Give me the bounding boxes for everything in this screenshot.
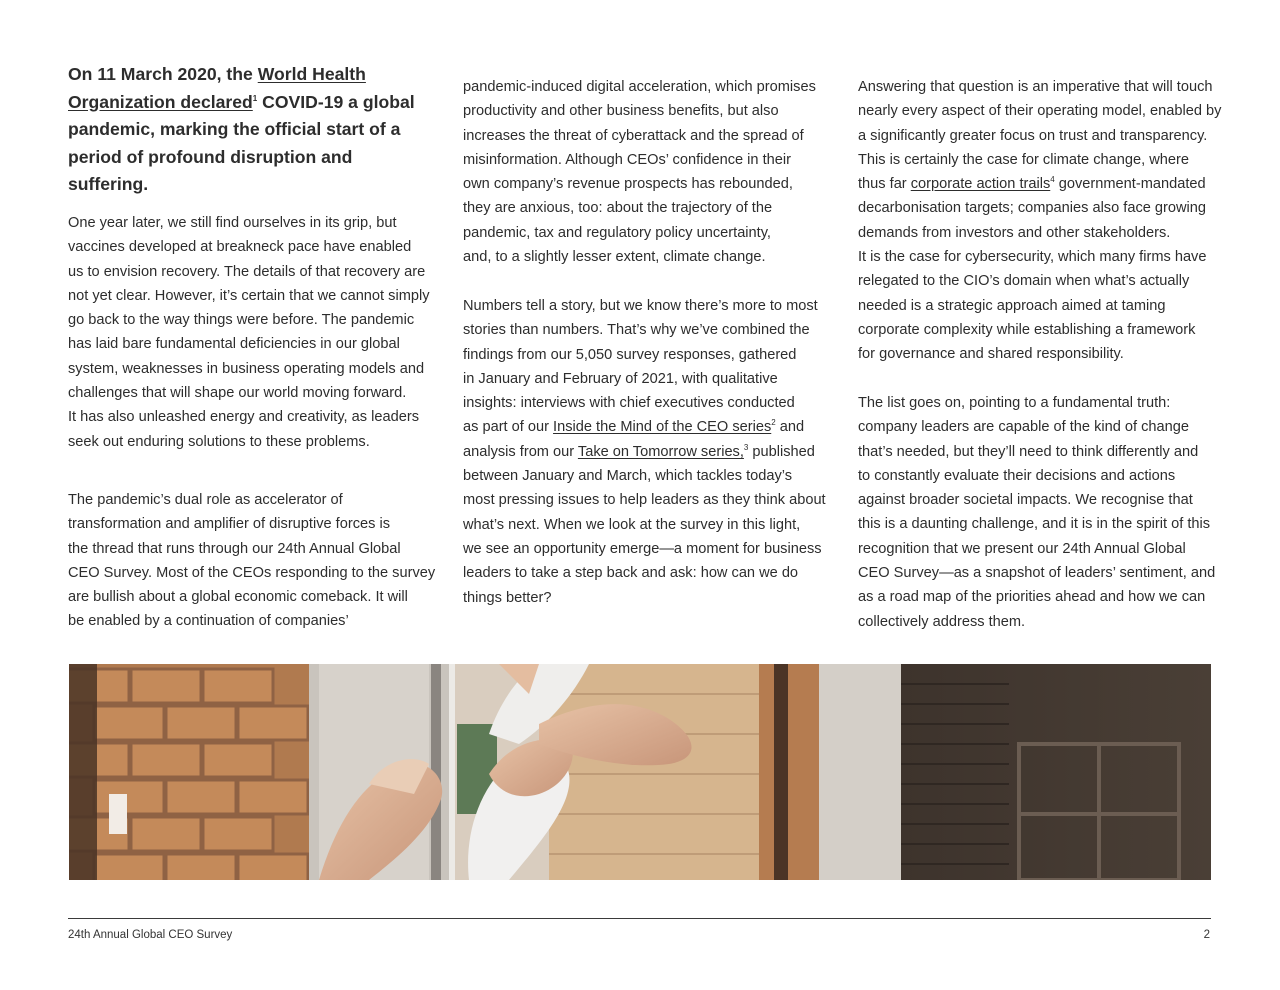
col3-p1-text-a: Answering that question is an imperative that will touch nearly every aspect of their operating model, enabled by a significantly greater focus on trust and transparency. This is certainly the case for climate change, where thus far: [858, 79, 1222, 193]
col1-paragraph-2: The pandemic’s dual role as accelerator of transformation and amplifier of disruptive forces is the thread that runs through our 24th Annual Global CEO Survey. Most of the CEOs responding to the survey are bullish about a global economic comeback. It will be enabled by a continuation of companies’: [68, 492, 436, 630]
footer-title: 24th Annual Global CEO Survey: [68, 929, 233, 941]
footnote-ref-2: 2: [771, 418, 776, 428]
col2-paragraph-1: pandemic-induced digital acceleration, which promises productivity and other business benefits, but also increases the threat of cyberattack and the spread of misinformation. Although CEOs’ confidence in their own company’s revenue prospects has rebounded, they are anxious, too: about the trajectory of the pandemic, tax and regulatory policy uncertainty, and, to a slightly lesser extent, climate change.: [463, 79, 816, 266]
col2-p2-text-b: and analysis from our: [463, 419, 805, 460]
page-number: 2: [1203, 929, 1210, 941]
footnote-ref-4: 4: [1050, 175, 1055, 185]
col2-p2-text-c: published between January and March, which tackles today’s most pressing issues to help leaders as they think about what’s next. When we look at the survey in this light, we see an opportunity emerge—a moment for business leaders to take a step back and ask: how can we do things better?: [463, 443, 826, 606]
col2-p2-text-a: Numbers tell a story, but we know there’s more to most stories than numbers. That’s why we’ve combined the findings from our 5,050 survey responses, gathered in January and February of 2021, with qualitative insights: interviews with chief executives conducted as part of our: [463, 298, 818, 436]
col1-paragraph-1: One year later, we still find ourselves in its grip, but vaccines developed at breakneck pace have enabled us to envision recovery. The details of that recovery are not yet clear. However, it’s certain that we cannot simply go back to the way things were before. The pandemic has laid bare fundamental deficiencies in our global system, weaknesses in business operating models and challenges that will shape our world moving forward. It has also unleashed energy and creativity, as leaders seek out enduring solutions to these problems.: [68, 215, 430, 450]
take-on-tomorrow-link[interactable]: Take on Tomorrow series,: [577, 443, 744, 460]
lead-heading: [68, 61, 428, 199]
lead-suffix: COVID-19 a global pandemic, marking the official start of a period of profound disruption and suffering.: [68, 91, 415, 194]
footnote-ref-3: 3: [743, 442, 749, 452]
lead-prefix: On 11 March 2020, the: [68, 64, 258, 84]
col3-paragraph-2: The list goes on, pointing to a fundamental truth: company leaders are capable of the kind of change that’s needed, but they’ll need to think differently and to constantly evaluate their decisions and actions against broader societal impacts. We recognise that this is a daunting challenge, and it is in the spirit of this recognition that we present our 24th Annual Global CEO Survey—as a snapshot of leaders’ sentiment, and as a road map of the priorities ahead and how we can collectively address them.: [858, 395, 1216, 630]
footnote-ref-1: 1: [252, 93, 258, 103]
col3-paragraph-1: [858, 75, 1230, 367]
inside-the-mind-link[interactable]: Inside the Mind of the CEO series: [553, 419, 772, 436]
footer-divider: [68, 918, 1211, 919]
who-declared-link[interactable]: World Health Organization declared: [68, 64, 366, 112]
clapping-hands-photo: [69, 664, 1211, 880]
col3-p1-text-b: government-mandated decarbonisation targets; companies also face growing demands from investors and other stakeholders. It is the case for cybersecurity, which many firms have relegated to the CIO’s domain when what’s actually needed is a strategic approach aimed at taming corporate complexity while establishing a framework for governance and shared responsibility.: [858, 176, 1207, 363]
col2-paragraph-2: [463, 294, 835, 610]
corporate-action-link[interactable]: corporate action trails: [910, 176, 1051, 193]
